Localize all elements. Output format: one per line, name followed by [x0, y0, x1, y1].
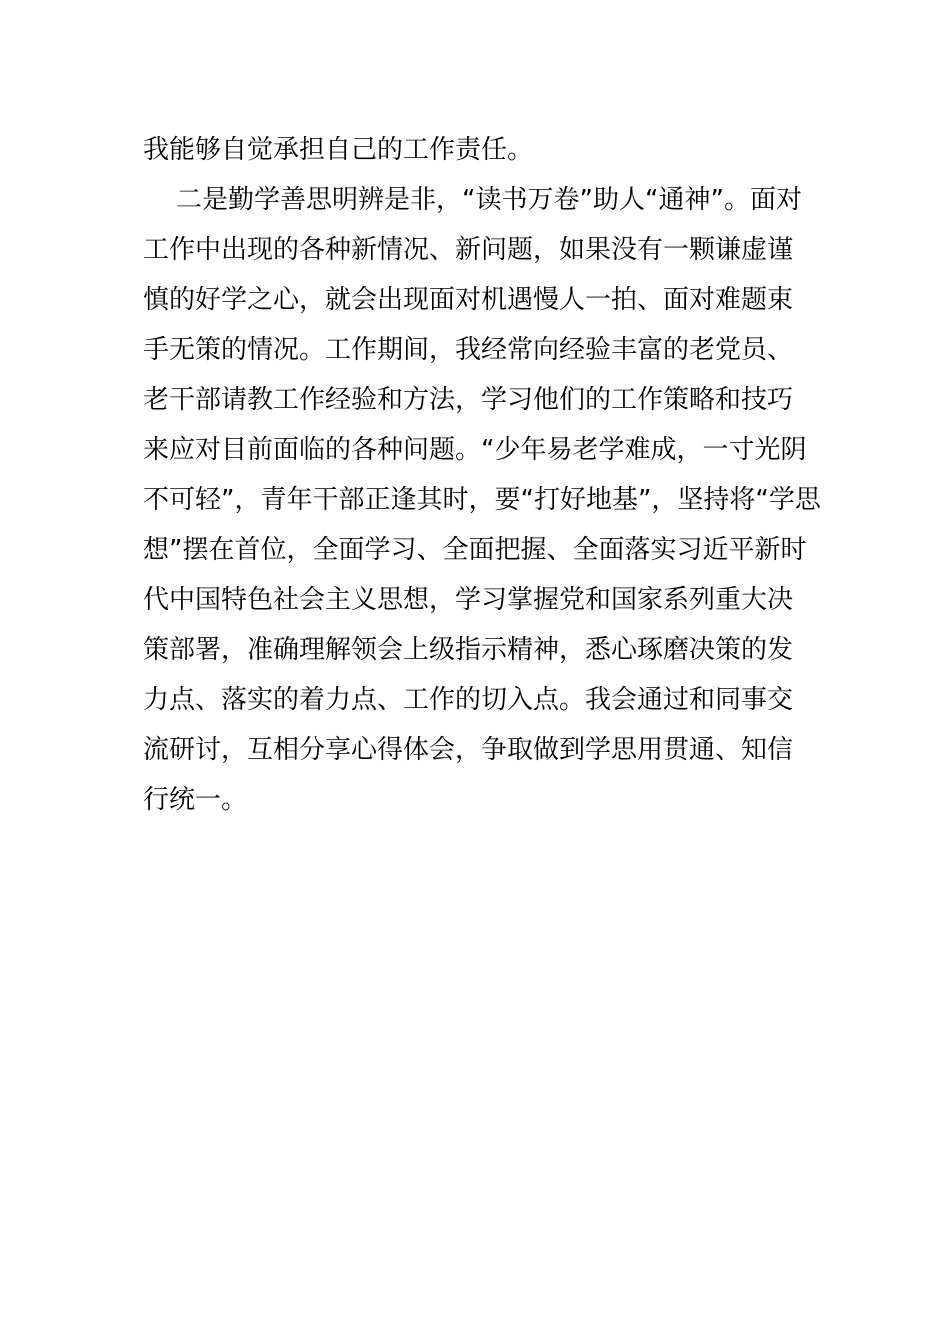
text-line-10: 代中国特色社会主义思想，学习掌握党和国家系列重大决 — [143, 585, 794, 615]
text-line-6: 老干部请教工作经验和方法，学习他们的工作策略和技巧 — [143, 385, 794, 415]
text-line-1: 我能够自觉承担自己的工作责任。 — [143, 135, 534, 165]
text-line-3: 工作中出现的各种新情况、新问题，如果没有一颗谦虚谨 — [143, 235, 794, 265]
text-line-8: 不可轻”，青年干部正逢其时，要“打好地基”，坚持将“学思 — [143, 485, 821, 515]
text-line-14: 行统一。 — [143, 785, 248, 815]
text-line-4: 慎的好学之心，就会出现面对机遇慢人一拍、面对难题束 — [143, 285, 794, 315]
text-line-9: 想”摆在首位，全面学习、全面把握、全面落实习近平新时 — [143, 535, 807, 565]
text-line-13: 流研讨，互相分享心得体会，争取做到学思用贯通、知信 — [143, 735, 794, 765]
body-text — [143, 125, 821, 825]
text-line-12: 力点、落实的着力点、工作的切入点。我会通过和同事交 — [143, 685, 794, 715]
text-line-5: 手无策的情况。工作期间，我经常向经验丰富的老党员、 — [143, 335, 794, 365]
text-line-7: 来应对目前面临的各种问题。“少年易老学难成，一寸光阴 — [143, 435, 807, 465]
text-line-11: 策部署，准确理解领会上级指示精神，悉心琢磨决策的发 — [143, 635, 794, 665]
text-line-2: 二是勤学善思明辨是非，“读书万卷”助人“通神”。面对 — [143, 185, 802, 215]
